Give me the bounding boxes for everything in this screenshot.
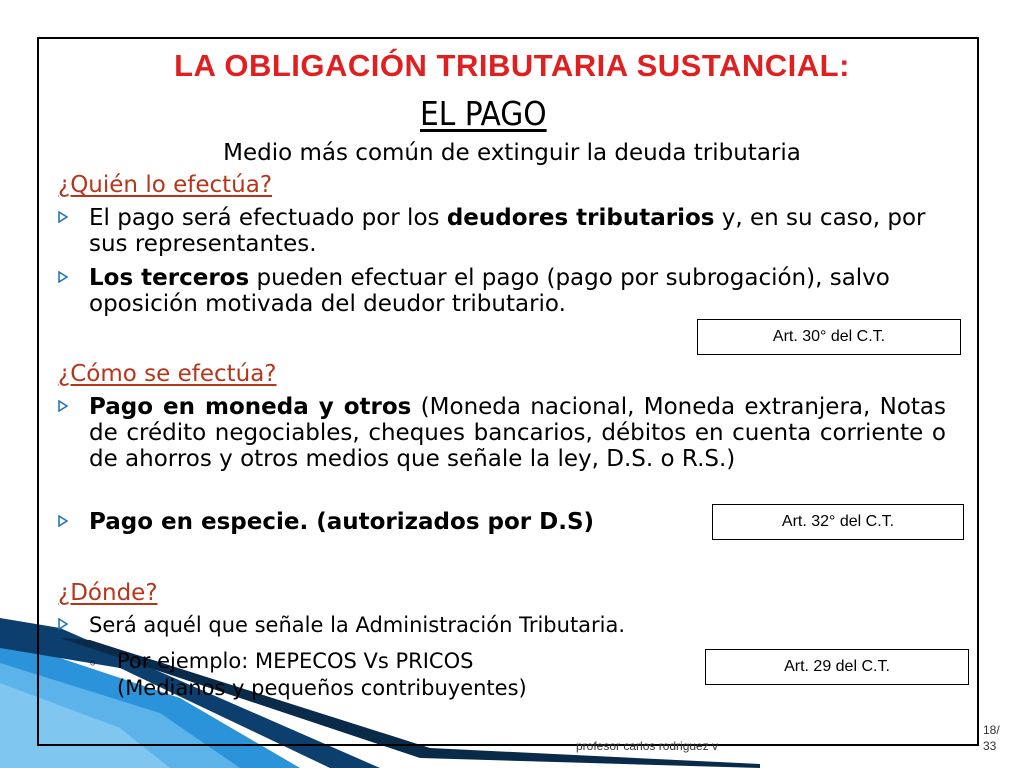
page-current: 18/ xyxy=(983,723,1000,737)
article-reference-box: Art. 29 del C.T. xyxy=(705,649,969,685)
where-item-1: Será aquél que señale la Administración Tributaria. xyxy=(89,613,626,637)
page-number xyxy=(983,722,1000,754)
arrow-bullet-icon xyxy=(58,400,72,414)
footer-author: profesor carlos rodriguez v xyxy=(576,739,719,753)
heading-how: ¿Cómo se efectúa? xyxy=(58,361,277,387)
who-item-1: El pago será efectuado por los deudores tributarios y, en su caso, por sus representantes. xyxy=(89,205,926,257)
arrow-bullet-icon xyxy=(58,211,72,225)
slide-caption: Medio más común de extinguir la deuda tributaria xyxy=(223,140,801,166)
where-sub-2: (Medianos y pequeños contribuyentes) xyxy=(117,676,527,700)
page-total: 33 xyxy=(983,739,997,753)
arrow-bullet-icon xyxy=(58,271,72,285)
where-sub-1: Por ejemplo: MEPECOS Vs PRICOS xyxy=(117,649,474,673)
slide-title: LA OBLIGACIÓN TRIBUTARIA SUSTANCIAL: xyxy=(174,48,850,83)
slide-subtitle: EL PAGO xyxy=(420,94,547,133)
heading-where: ¿Dónde? xyxy=(58,580,158,606)
article-reference-box: Art. 32° del C.T. xyxy=(712,504,964,540)
arrow-bullet-icon xyxy=(58,515,72,529)
how-item-1: Pago en moneda y otros (Moneda nacional, Moneda extranjera, Notas de crédito negociables, cheques bancarios, débitos en cuenta corriente o de ahorros y otros medios que señale la ley, D.S. o R.S.) xyxy=(89,394,946,472)
arrow-bullet-icon xyxy=(58,618,72,632)
how-item-2: Pago en especie. (autorizados por D.S) xyxy=(89,509,595,535)
heading-who: ¿Quién lo efectúa? xyxy=(58,172,273,198)
circle-bullet-icon: ◦ xyxy=(88,654,98,673)
article-reference-box: Art. 30° del C.T. xyxy=(697,319,961,355)
who-item-2: Los terceros pueden efectuar el pago (pago por subrogación), salvo oposición motivada del deudor tributario. xyxy=(89,265,890,317)
